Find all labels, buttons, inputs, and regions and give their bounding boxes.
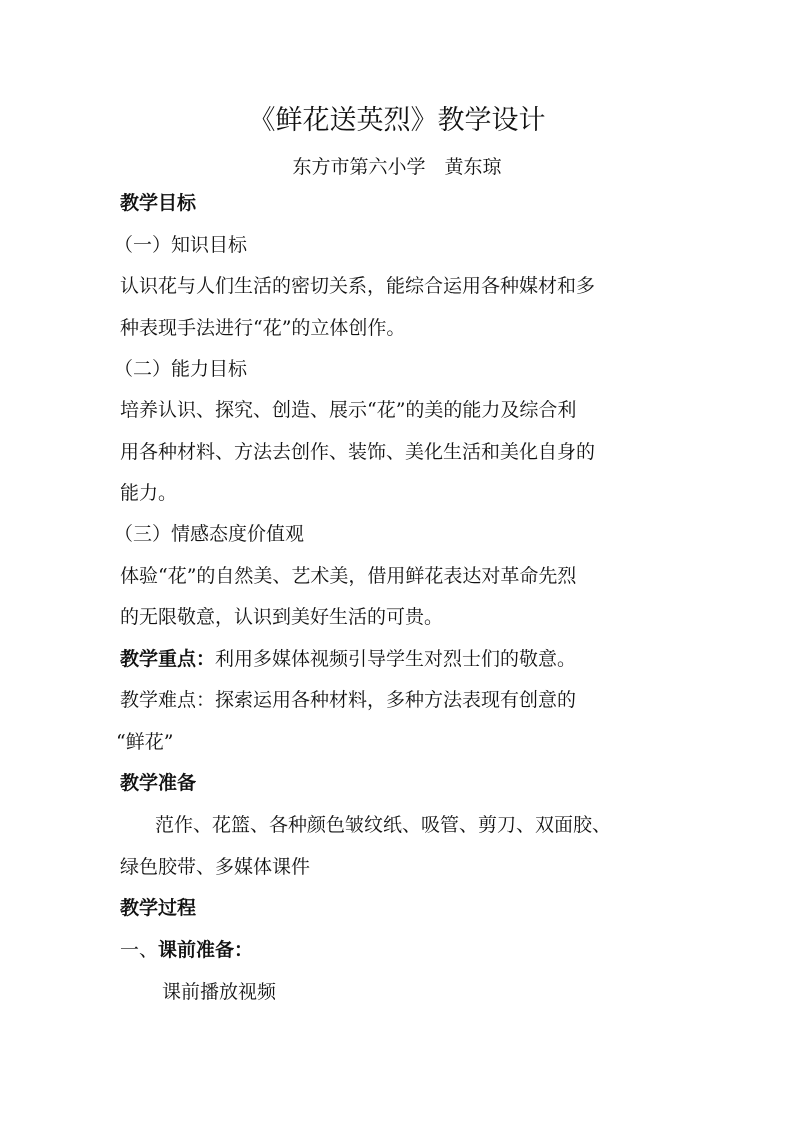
step1-heading [120, 938, 253, 962]
ability-text: 用各种材料、方法去创作、装饰、美化生活和美化自身的 [120, 441, 596, 463]
prep-text: 绿色胶带、多媒体课件 [120, 856, 311, 878]
step1-heading-text: 课前准备： [158, 939, 254, 961]
emotion-heading: （三）情感态度价值观 [114, 523, 305, 545]
ability-text: 能力。 [120, 482, 178, 504]
goals-heading: 教学目标 [120, 192, 197, 214]
document-title: 《鲜花送英烈》教学设计 [248, 105, 546, 136]
key-point-text: 利用多媒体视频引导学生对烈士们的敬意。 [215, 648, 577, 670]
emotion-text: 体验“花”的自然美、艺术美，借用鲜花表达对革命先烈 [120, 565, 577, 587]
process-heading: 教学过程 [120, 897, 197, 919]
knowledge-text: 认识花与人们生活的密切关系，能综合运用各种媒材和多 [120, 275, 596, 297]
ability-text: 培养认识、探究、创造、展示“花”的美的能力及综合利 [120, 399, 577, 421]
prep-text: 范作、花篮、各种颜色皱纹纸、吸管、剪刀、双面胶、 [155, 814, 612, 836]
emotion-text: 的无限敬意，认识到美好生活的可贵。 [120, 606, 444, 628]
ability-heading: （二）能力目标 [114, 358, 248, 380]
prep-heading: 教学准备 [120, 772, 197, 794]
key-point [120, 647, 576, 671]
key-point-label: 教学重点： [120, 648, 216, 670]
step1-prefix: 一、 [120, 939, 159, 961]
step1-text: 课前播放视频 [162, 981, 277, 1003]
knowledge-text: 种表现手法进行“花”的立体创作。 [120, 317, 406, 339]
difficulty-text: 教学难点：探索运用各种材料，多种方法表现有创意的 [120, 689, 577, 711]
difficulty-text: “鲜花” [116, 731, 174, 753]
author-line: 东方市第六小学 黄东琼 [292, 156, 502, 178]
knowledge-heading: （一）知识目标 [114, 234, 248, 256]
